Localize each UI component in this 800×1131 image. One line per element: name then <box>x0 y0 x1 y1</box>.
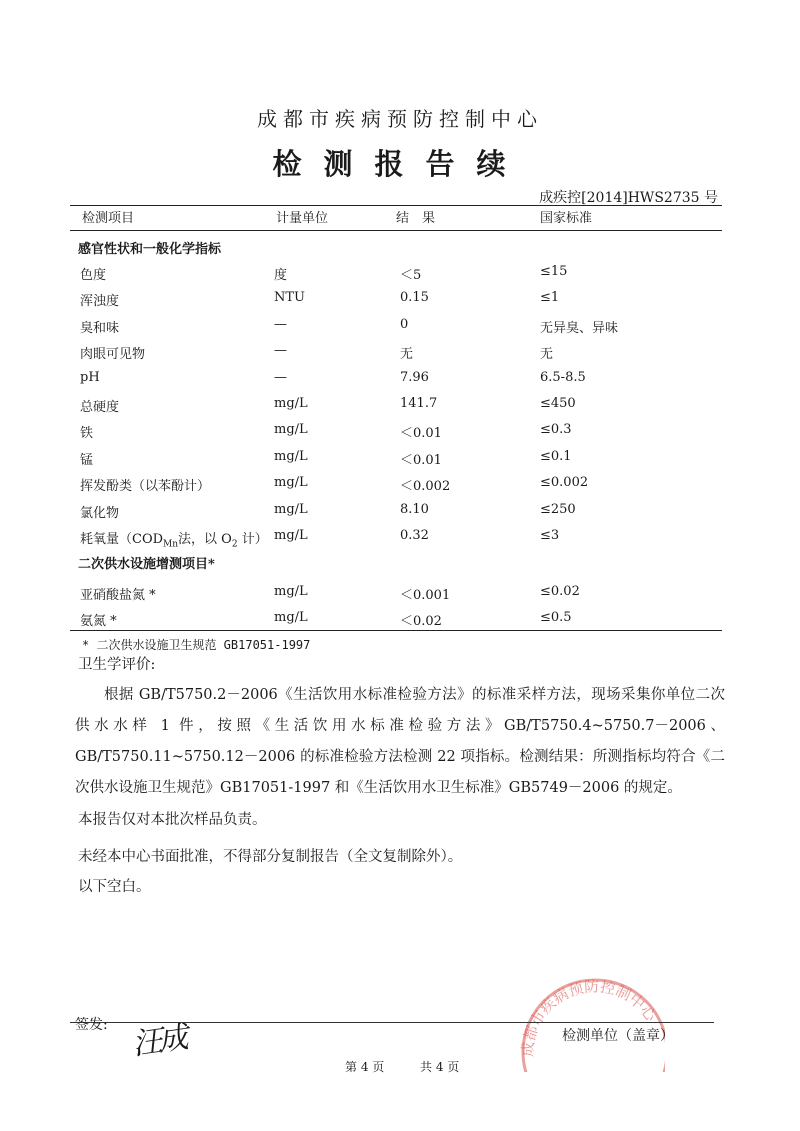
table-row-unit: NTU <box>274 290 306 306</box>
table-row-result: 141.7 <box>400 396 438 411</box>
table-row-unit: mg/L <box>274 475 308 491</box>
table-row-unit: mg/L <box>274 584 308 599</box>
table-row-cod-unit: mg/L <box>274 528 308 543</box>
table-row-item: 色度 <box>80 268 107 283</box>
table-row-standard: ≤0.5 <box>540 610 572 625</box>
page-number: 第 4 页 <box>345 1060 385 1074</box>
report-title: 检测报告续 <box>272 147 528 181</box>
table-row-result: ＜5 <box>400 268 422 283</box>
table-row-unit: mg/L <box>274 396 308 411</box>
table-row-item: 氯化物 <box>80 505 120 521</box>
table-row-standard: ≤0.002 <box>540 475 589 491</box>
table-row-item: 肉眼可见物 <box>80 347 146 363</box>
page-total: 共 4 页 <box>420 1060 460 1074</box>
col-header-item: 检测项目 <box>82 211 135 226</box>
table-row-item: 臭和味 <box>80 320 120 336</box>
table-row-cod-standard: ≤3 <box>540 528 560 543</box>
table-footnote: * 二次供水设施卫生规范 GB17051-1997 <box>82 638 311 652</box>
organization-name: 成都市疾病预防控制中心 <box>257 107 543 131</box>
table-row-item: 亚硝酸盐氮 * <box>80 588 156 603</box>
table-bottom-rule <box>70 630 722 631</box>
col-header-standard: 国家标准 <box>540 211 593 226</box>
table-row-result: 7.96 <box>400 369 429 385</box>
table-row-unit: mg/L <box>274 610 308 625</box>
table-row-item: 挥发酚类（以苯酚计） <box>80 479 211 495</box>
table-row-standard: ≤0.1 <box>540 448 572 464</box>
table-top-rule <box>70 205 722 206</box>
table-row-standard: ≤1 <box>540 290 560 306</box>
table-row-result: ＜0.001 <box>400 588 451 603</box>
testing-unit-label: 检测单位（盖章） <box>562 1028 674 1044</box>
section-title-secondary-supply: 二次供水设施增测项目* <box>78 557 215 572</box>
table-row-item: 浑浊度 <box>80 294 120 310</box>
table-header-rule <box>70 230 722 231</box>
table-row-unit: mg/L <box>274 501 308 517</box>
table-row-result: 0.15 <box>400 290 429 306</box>
table-row-unit: mg/L <box>274 448 308 464</box>
table-row-result: ＜0.002 <box>400 479 451 495</box>
table-row-standard: ≤15 <box>540 264 568 279</box>
evaluation-body: 根据 GB/T5750.2－2006《生活饮用水标准检验方法》的标准采样方法，现场采集你单位二次供水水样 1 件，按照《生活饮用水标准检验方法》GB/T5750.4~5750.7－2006、GB/T5750.11~5750.12－2006 的标准检验方法检测 22 项指标。检测结果：所测指标均符合《二次供水设施卫生规范》GB17051-1997 和《生活饮用水卫生标准》GB5749－2006 的规定。 <box>75 687 725 796</box>
col-header-result: 结 果 <box>396 211 436 226</box>
handwritten-signature: 汪成 <box>130 1020 187 1063</box>
responsibility-notice: 本报告仅对本批次样品负责。 <box>78 812 267 828</box>
table-row-cod-result: 0.32 <box>400 528 429 543</box>
report-number: 成疾控[2014]HWS2735 号 <box>539 190 718 206</box>
blank-notice: 以下空白。 <box>78 879 151 895</box>
table-row-unit: 度 <box>274 268 288 283</box>
table-row-unit: mg/L <box>274 422 308 438</box>
copy-notice: 未经本中心书面批准，不得部分复制报告（全文复制除外）。 <box>78 849 463 865</box>
table-row-cod-item: 耗氧量（$COD_{Mn}$法，以 $O_2$ 计） <box>80 532 268 550</box>
official-seal-icon <box>515 952 665 1072</box>
table-row-unit: — <box>274 343 287 359</box>
table-row-result: 0 <box>400 316 409 332</box>
table-row-standard: ≤450 <box>540 396 576 411</box>
table-row-item: 铁 <box>80 426 94 442</box>
table-row-standard: ≤0.3 <box>540 422 572 438</box>
table-row-result: ＜0.01 <box>400 426 442 442</box>
table-row-item: 锰 <box>80 452 94 468</box>
col-header-unit: 计量单位 <box>276 211 329 226</box>
section-title-sensory: 感官性状和一般化学指标 <box>78 242 222 257</box>
table-row-result: ＜0.01 <box>400 452 442 468</box>
table-row-item: 总硬度 <box>80 400 120 415</box>
table-row-standard: 无 <box>540 347 554 363</box>
table-row-standard: ≤250 <box>540 501 576 517</box>
table-row-unit: — <box>274 369 287 385</box>
table-row-item: pH <box>80 369 100 385</box>
table-row-item: 氨氮 * <box>80 614 117 629</box>
svg-text:成都市疾病预防控制中心: 成都市疾病预防控制中心 <box>518 977 661 1058</box>
table-row-standard: ≤0.02 <box>540 584 580 599</box>
table-row-result: ＜0.02 <box>400 614 442 629</box>
table-row-result: 8.10 <box>400 501 429 517</box>
table-row-standard: 无异臭、异味 <box>540 320 619 336</box>
table-row-unit: — <box>274 316 287 332</box>
table-row-standard: 6.5-8.5 <box>540 369 586 385</box>
issuer-label: 签发: <box>75 1017 108 1033</box>
evaluation-heading: 卫生学评价: <box>78 657 156 673</box>
table-row-result: 无 <box>400 347 414 363</box>
